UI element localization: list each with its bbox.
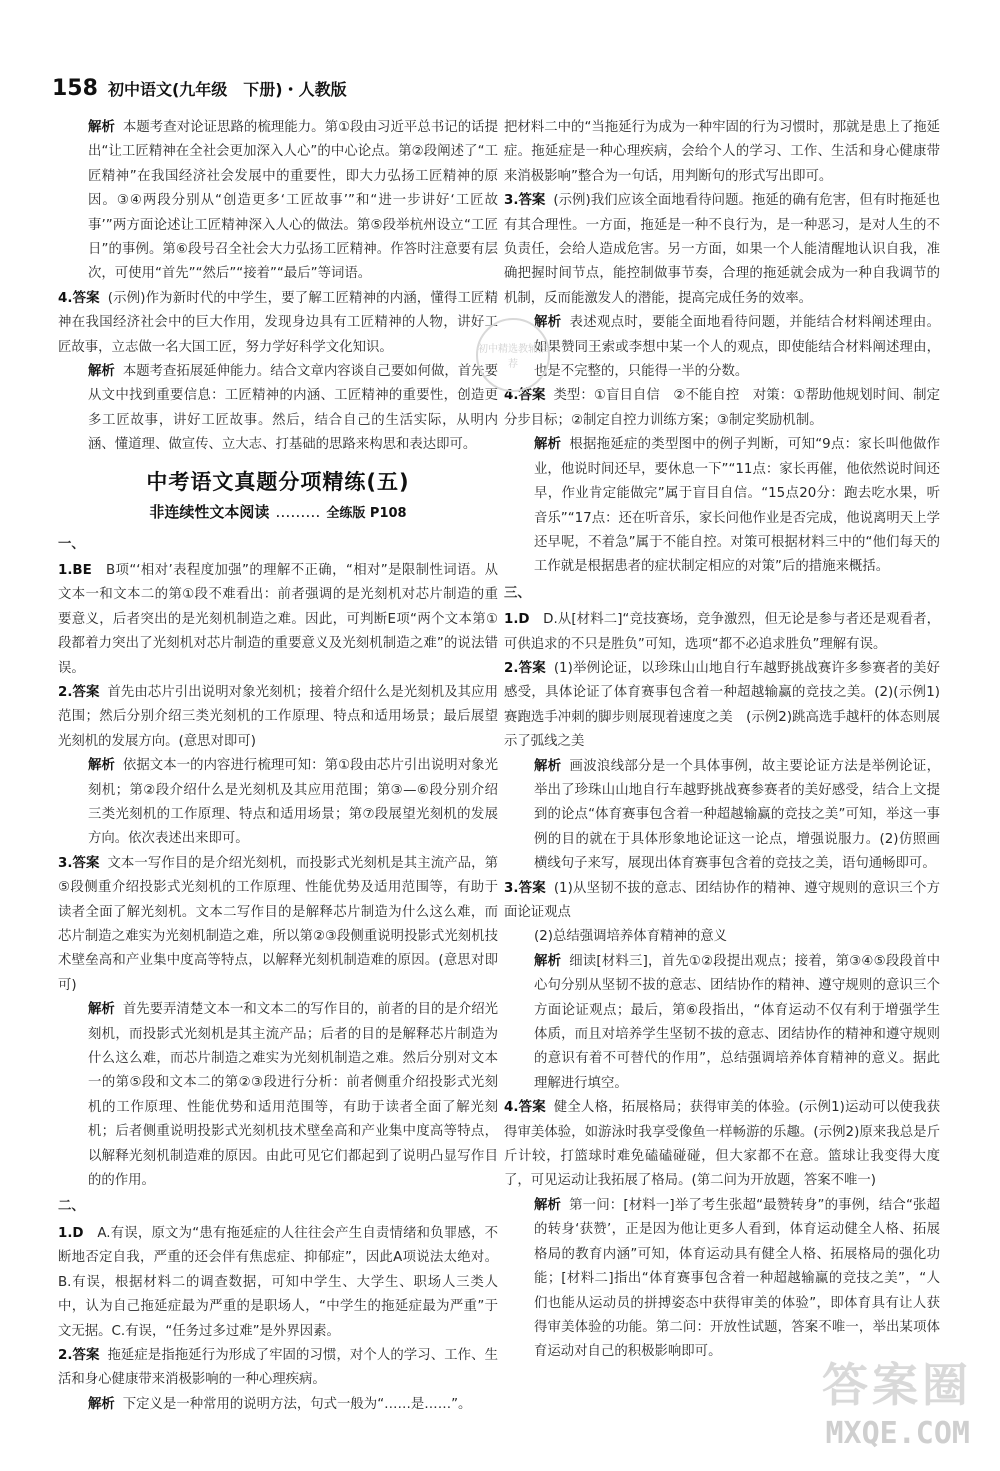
analysis-paragraph: [58, 1393, 498, 1417]
right-column: [504, 116, 940, 1365]
stamp-text: 初中精选教辅推荐: [478, 344, 548, 370]
question-number: 1.D: [504, 612, 530, 628]
answer-text-line: (2)总结强调培养体育精神的意义: [534, 929, 728, 945]
answer-tag: 答案: [518, 1100, 546, 1116]
analysis-paragraph: [504, 1194, 940, 1365]
answer-item: [58, 287, 498, 360]
analysis-tag: 解析: [534, 1197, 562, 1213]
answer-text: (示例)我们应该全面地看待问题。拖延的确有危害，但有时拖延也有其合理性。一方面，拖延是一种不良行为，是一种恶习，是对人生的不负责任，会给人造成危害。另一方面，如果一个人能清醒地认识自我，准确把握时间节点，能控制做事节奏，合理的拖延就会成为一种自我调节的机制，反而能激发人的潜能，提高完成任务的效率。: [504, 193, 941, 306]
analysis-tag: 解析: [534, 758, 562, 774]
answer-tag: 答案: [72, 684, 100, 700]
question-number: 1.D: [58, 1225, 84, 1241]
section-title: 中考语文真题分项精练(五): [146, 469, 410, 494]
answer-tag: 答案: [518, 660, 546, 676]
question-number: 4.: [504, 1100, 519, 1116]
analysis-text: 表述观点时，要能全面地看待问题，并能结合材料阐述理由。如果赞同王索或李想中某一个人的观点，即使能结合材料阐述理由，也是不完整的，只能得一半的分数。: [534, 315, 941, 380]
analysis-tag: 解析: [88, 120, 115, 135]
answer-text: 类型：①盲目自信 ②不能自控 对策：①帮助他规划时间、制定分步目标；②制定自控力训练方案；③制定奖励机制。: [504, 388, 941, 428]
watermark-logo-text: 答案圈: [822, 1358, 972, 1412]
question-number: 1.BE: [58, 562, 92, 578]
answer-item: [58, 681, 498, 754]
analysis-text: 依据文本一的内容进行梳理可知：第①段由芯片引出说明对象光刻机；第②段介绍什么是光刻机及其应用范围；第③—⑥段分别介绍三类光刻机的工作原理、特点和适用场景；第⑦段展望光刻机的发展方向。依次表述出来即可。: [88, 758, 498, 847]
question-number: 3.: [504, 193, 519, 209]
analysis-paragraph: [504, 755, 940, 877]
answer-item: [58, 1344, 498, 1393]
analysis-tag: 解析: [88, 758, 115, 774]
answer-tag: 答案: [518, 193, 546, 209]
book-title: 初中语文(九年级 下册)・人教版: [107, 80, 347, 99]
answer-text: (1)从坚韧不拔的意志、团结协作的精神、遵守规则的意识三个方面论证观点: [504, 880, 941, 920]
analysis-paragraph: [504, 433, 940, 579]
analysis-paragraph: [58, 754, 498, 852]
analysis-text: 根据拖延症的类型图中的例子判断，可知“9点：家长叫他做作业，他说时间还早，要休息一下”“11点：家长再催，他依然说时间还早，作业肯定能做完”属于盲目自信。“15点20分：跑去吃水果，听音乐”“17点：还在听音乐，家长问他作业是否完成，他说离明天上学还早呢，不着急”属于不能自控。对策可根据材料三中的“他们每天的工作就是根据患者的症状制定相应的对策”后的措施来概括。: [534, 437, 940, 575]
answer-item: [504, 1096, 940, 1194]
question-number: 3.: [504, 880, 519, 896]
answer-text: (示例)作为新时代的中学生，要了解工匠精神的内涵，懂得工匠精神在我国经济社会中的巨大作用，发现身边具有工匠精神的人物，讲好工匠故事，立志做一名大国工匠，努力学好科学文化知识。: [58, 290, 499, 355]
page-header: [52, 76, 347, 102]
answer-text: D.从[材料二]“竞技赛场，竞争激烈，但无论是参与者还是观看者，可供追求的不只是胜负”可知，选项“都不必追求胜负”理解有误。: [504, 612, 941, 652]
watermark-url: MXQE.COM: [825, 1416, 970, 1451]
subtitle-dots: ………: [275, 503, 321, 522]
analysis-text: 本题考查对论证思路的梳理能力。第①段由习近平总书记的话提出“让工匠精神在全社会更加深入人心”的中心论点。第②段阐述了“工匠精神”在我国经济社会发展中的重要性，即大力弘扬工匠精神的原因。③④两段分别从“创造更多‘工匠故事’”和“进一步讲好‘工匠故事’”两方面论述让工匠精神深入人心的做法。第⑤段举杭州设立“工匠日”的事例。第⑥段号召全社会大力弘扬工匠精神。作答时注意要有层次，可使用“首先”“然后”“接着”“最后”等词语。: [88, 120, 498, 282]
answer-text: 健全人格，拓展格局；获得审美的体验。(示例1)运动可以使我获得审美体验，如游泳时我享受像鱼一样畅游的乐趣。(示例2)原来我总是斤斤计较，打篮球时难免磕磕碰碰，但大家都不在意。篮球让我变得大度了，可见运动让我拓展了格局。(第二问为开放题，答案不唯一): [504, 1100, 940, 1189]
answer-text: B项“‘相对’表程度加强”的理解不正确，“相对”是限制性词语。从文本一和文本二的第①段不难看出：前者强调的是光刻机对芯片制造的重要意义，后者突出的是光刻机制造之难。因此，可判断E项“两个文本第①段都着力突出了光刻机对芯片制造的重要意义及光刻机制造之难”的说法错误。: [58, 562, 499, 676]
analysis-tag: 解析: [534, 437, 562, 453]
answer-item: [504, 877, 940, 926]
answer-item: [504, 384, 940, 433]
answer-text: 首先由芯片引出说明对象光刻机；接着介绍什么是光刻机及其应用范围；然后分别介绍三类光刻机的工作原理、特点和适用场景；最后展望光刻机的发展方向。(意思对即可): [58, 684, 499, 749]
analysis-paragraph: [58, 116, 498, 287]
analysis-tag: 解析: [88, 1396, 115, 1412]
answer-tag: 答案: [518, 388, 546, 404]
answer-tag: 答案: [72, 290, 100, 306]
analysis-tag: 解析: [534, 953, 562, 969]
answer-tag: 答案: [518, 880, 546, 896]
part-heading: 三、: [504, 585, 531, 601]
analysis-tag: 解析: [534, 315, 562, 331]
analysis-paragraph: [58, 998, 498, 1193]
analysis-paragraph: [58, 360, 498, 458]
answer-text: A.有误，原文为“患有拖延症的人往往会产生自责情绪和负罪感，不断地否定自我，严重的还会伴有焦虑症、抑郁症”，因此A项说法太绝对。B.有误，根据材料二的调查数据，可知中学生、大学生、职场人三类人中，认为自己拖延症最为严重的是职场人，“中学生的拖延症最为严重”于文无据。C.有误，“任务过多过难”是外界因素。: [58, 1225, 498, 1339]
question-number: 2.: [504, 660, 519, 676]
subtitle-text: 非连续性文本阅读: [149, 503, 270, 522]
answer-item: [58, 559, 498, 681]
answer-item: [504, 189, 940, 311]
answer-text: 拖延症是指拖延行为形成了牢固的习惯，对个人的学习、工作、生活和身心健康带来消极影响的一种心理疾病。: [58, 1347, 499, 1388]
answer-text: 文本一写作目的是介绍光刻机，而投影式光刻机是其主流产品，第⑤段侧重介绍投影式光刻机的工作原理、性能优势及适用范围等，有助于读者全面了解光刻机。文本二写作目的是解释芯片制造为什么这么难，而芯片制造之难实为光刻机制造之难，所以第②③段侧重说明投影式光刻机技术壁垒高和产业集中度高等特点，以解释光刻机制造难的原因。(意思对即可): [58, 855, 499, 993]
page-reference: 全练版 P108: [326, 506, 407, 522]
answer-item: [504, 608, 940, 657]
analysis-text: 细读[材料三]，首先①②段提出观点；接着，第③④⑤段段首中心句分别从坚韧不拔的意志、团结协作的精神、遵守规则的意识三个方面论证观点；最后，第⑥段指出，“体育运动不仅有利于增强学生体质，而且对培养学生坚韧不拔的意志、团结协作的精神和遵守规则的意识有着不可替代的作用”，总结强调培养体育精神的意义。据此理解进行填空。: [534, 953, 940, 1091]
answer-tag: 答案: [72, 855, 100, 871]
analysis-tag: 解析: [88, 364, 115, 380]
left-column: [58, 116, 498, 1417]
page-number: 158: [52, 76, 98, 101]
part-heading: 一、: [58, 536, 85, 552]
question-number: 4.: [58, 290, 73, 306]
answer-item: [504, 657, 940, 755]
analysis-text: 下定义是一种常用的说明方法，句式一般为“……是……”。: [122, 1396, 472, 1412]
answer-tag: 答案: [72, 1347, 100, 1363]
question-number: 2.: [58, 684, 73, 700]
analysis-paragraph: [504, 311, 940, 384]
answer-item: [58, 1222, 498, 1344]
analysis-text: 第一问：[材料一]举了考生张超“最赞转身”的事例，结合“张超的转身‘获赞’，正是因为他让更多人看到，体育运动健全人格、拓展格局的教育内涵”可知，体育运动具有健全人格、拓展格局的强化功能；[材料二]指出“体育赛事包含着一种超越输赢的竞技之美”，“人们也能从运动员的拼搏姿态中获得审美的体验”，即体育具有让人获得审美体验的功能。第二问：开放性试题，答案不唯一，举出某项体育运动对自己的积极影响即可。: [534, 1197, 941, 1360]
question-number: 2.: [58, 1347, 73, 1363]
question-number: 3.: [58, 855, 73, 871]
analysis-text: 本题考查拓展延伸能力。结合文章内容谈自己要如何做，首先要从文中找到重要信息：工匠精神的内涵、工匠精神的重要性，创造更多工匠故事，讲好工匠故事。然后，结合自己的生活实际，从明内涵、懂道理、做宣传、立大志、打基础的思路来构思和表达即可。: [88, 364, 499, 453]
analysis-tag: 解析: [88, 1002, 115, 1018]
part-heading: 二、: [58, 1199, 85, 1215]
site-watermark: [792, 1349, 982, 1459]
analysis-continuation: 把材料二中的“当拖延行为成为一种牢固的行为习惯时，那就是患上了拖延症。拖延症是一种心理疾病，会给个人的学习、工作、生活和身心健康带来消极影响”整合为一句话，用判断句的形式写出即可。: [504, 120, 940, 184]
recommendation-stamp: [476, 318, 550, 392]
question-number: 4.: [504, 388, 519, 404]
answer-text: (1)举例论证，以珍珠山山地自行车越野挑战赛许多参赛者的美好感受，具体论证了体育赛事包含着一种超越输赢的竞技之美。(2)(示例1)赛跑选手冲刺的脚步则展现着速度之美 (示例2)跳高选手越杆的体态则展示了弧线之美: [504, 660, 941, 750]
section-subtitle: [58, 500, 498, 526]
analysis-paragraph: [504, 950, 940, 1096]
analysis-text: 画波浪线部分是一个具体事例，故主要论证方法是举例论证，举出了珍珠山山地自行车越野挑战赛参赛者的美好感受，结合上文提到的论点“体育赛事包含着一种超越输赢的竞技之美”可知，举这一事例的目的就在于具体形象地论证这一论点，增强说服力。(2)仿照画横线句子来写，展现出体育赛事包含着的竞技之美，语句通畅即可。: [534, 758, 941, 872]
answer-item: [58, 852, 498, 998]
analysis-text: 首先要弄清楚文本一和文本二的写作目的，前者的目的是介绍光刻机，而投影式光刻机是其主流产品；后者的目的是解释芯片制造为什么这么难，而芯片制造之难实为光刻机制造之难。然后分别对文本一的第⑤段和文本二的第②③段进行分析：前者侧重介绍投影式光刻机的工作原理、性能优势和适用范围等，有助于读者全面了解光刻机；后者侧重说明投影式光刻机技术壁垒高和产业集中度高等特点，以解释光刻机制造难的原因。由此可见它们都起到了说明凸显写作目的的作用。: [88, 1002, 499, 1189]
